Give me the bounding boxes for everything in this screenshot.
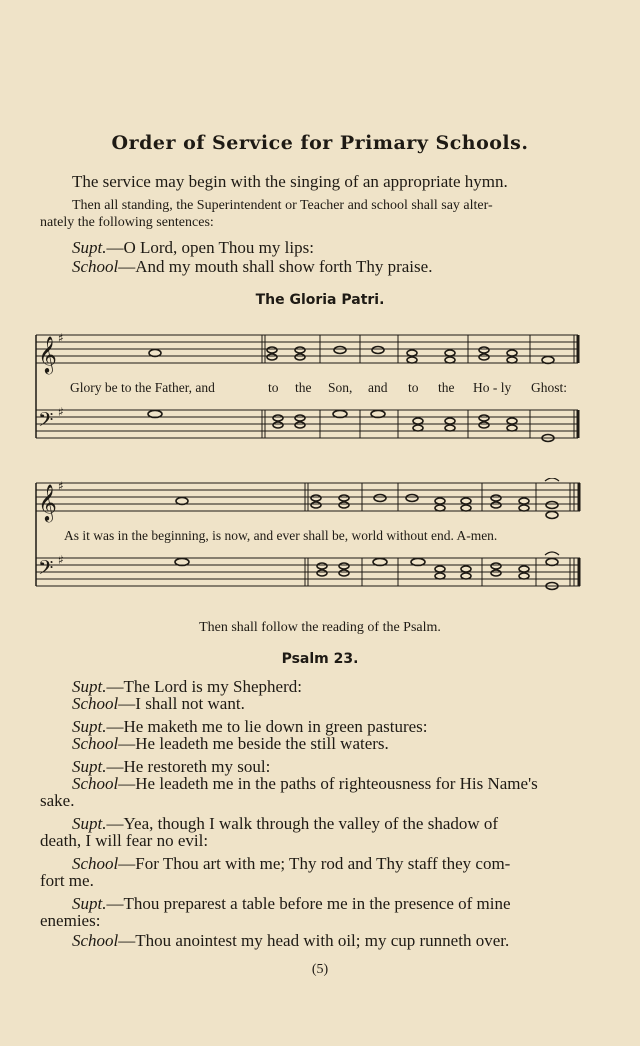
svg-text:♯: ♯ — [58, 331, 64, 345]
svg-text:𝄞: 𝄞 — [38, 335, 57, 373]
speaker-label: Supt. — [72, 677, 107, 696]
speaker-label: Supt. — [72, 757, 107, 776]
psalm-caption: Then shall follow the reading of the Psalm. — [199, 620, 441, 635]
psalm-line — [72, 734, 389, 754]
page-title: Order of Service for Primary Schools. — [111, 132, 529, 154]
speaker-label: Supt. — [72, 238, 107, 257]
lyric-line-2: As it was in the beginning, is now, and ever shall be, world without end. A-men. — [64, 528, 498, 543]
response-text: —He restoreth my soul: — [106, 757, 271, 776]
speaker-label: School — [72, 694, 119, 713]
lyric-segment: the — [438, 380, 455, 395]
speaker-label: School — [72, 774, 119, 793]
response-text: —For Thou art with me; Thy rod and Thy staff they com- — [118, 854, 511, 873]
svg-text:♯: ♯ — [58, 479, 64, 493]
response-text: —He maketh me to lie down in green pastures: — [106, 717, 428, 736]
response-text: sake. — [40, 791, 75, 810]
psalm-heading: Psalm 23. — [281, 651, 359, 667]
lyric-segment: Son, — [328, 380, 353, 395]
response-text: fort me. — [40, 871, 94, 890]
response-text: —The Lord is my Shepherd: — [106, 677, 302, 696]
opening-line-1 — [72, 238, 314, 258]
response-text: —I shall not want. — [118, 694, 245, 713]
lyric-segment: the — [295, 380, 312, 395]
response-text: —Yea, though I walk through the valley of the shadow of — [106, 814, 499, 833]
page-number: (5) — [311, 962, 329, 977]
response-text: —He leadeth me beside the still waters. — [118, 734, 389, 753]
svg-text:♯: ♯ — [58, 553, 64, 567]
lyric-segment: Glory be to the Father, and — [70, 380, 215, 395]
psalm-line — [72, 854, 510, 874]
response-text: death, I will fear no evil: — [40, 831, 209, 850]
response-text: —He leadeth me in the paths of righteousness for His Name's — [118, 774, 538, 793]
speaker-label: Supt. — [72, 894, 107, 913]
response-text: —And my mouth shall show forth Thy praise. — [118, 257, 433, 276]
lyric-segment: and — [368, 380, 388, 395]
opening-line-2 — [72, 257, 432, 277]
speaker-label: School — [72, 734, 119, 753]
speaker-label: School — [72, 257, 119, 276]
response-text: —Thou preparest a table before me in the presence of mine — [106, 894, 511, 913]
gloria-heading: The Gloria Patri. — [255, 292, 385, 308]
lyric-segment: to — [268, 380, 279, 395]
response-text: —O Lord, open Thou my lips: — [106, 238, 314, 257]
psalm-line — [40, 911, 100, 931]
psalm-line — [72, 931, 509, 951]
lyric-segment: Ghost: — [531, 380, 568, 395]
psalm-line — [40, 831, 208, 851]
psalm-line — [72, 694, 245, 714]
speaker-label: School — [72, 854, 119, 873]
svg-text:𝄢: 𝄢 — [38, 556, 54, 584]
speaker-label: Supt. — [72, 814, 107, 833]
intro-line-2: Then all standing, the Superintendent or Teacher and school shall say alter- — [72, 198, 493, 213]
psalm-line — [40, 871, 94, 891]
speaker-label: School — [72, 931, 119, 950]
response-text: enemies: — [40, 911, 101, 930]
svg-text:♯: ♯ — [58, 405, 64, 419]
psalm-line — [40, 791, 74, 811]
lyric-segment: Ho - ly — [473, 380, 512, 395]
lyric-segment: to — [408, 380, 419, 395]
response-text: —Thou anointest my head with oil; my cup runneth over. — [118, 931, 510, 950]
psalm-line — [72, 774, 538, 794]
speaker-label: Supt. — [72, 717, 107, 736]
intro-line-3: nately the following sentences: — [40, 215, 214, 230]
svg-text:𝄢: 𝄢 — [38, 408, 54, 436]
svg-text:𝄞: 𝄞 — [38, 483, 57, 521]
intro-line-1: The service may begin with the singing of an appropriate hymn. — [72, 172, 508, 191]
psalm-line — [72, 894, 511, 914]
